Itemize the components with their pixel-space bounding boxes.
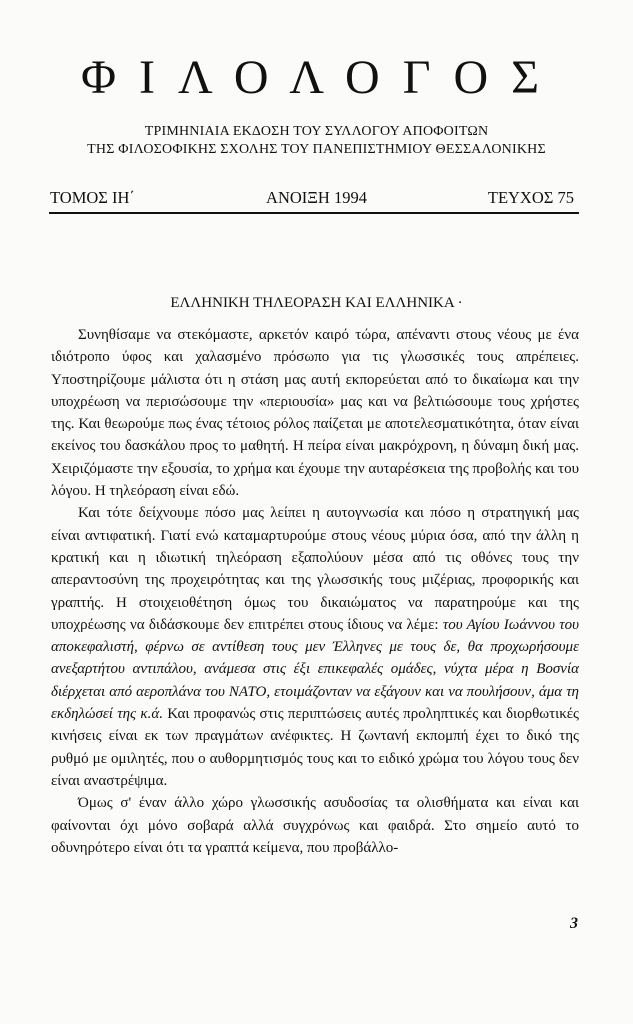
- volume-label: ΤΟΜΟΣ ΙΗ΄: [50, 188, 135, 207]
- article-title: ΕΛΛΗΝΙΚΗ ΤΗΛΕΟΡΑΣΗ ΚΑΙ ΕΛΛΗΝΙΚΑ ·: [170, 295, 463, 311]
- page-number: 3: [570, 915, 578, 932]
- paragraph-2-examples: του Αγίου Ιωάννου του αποκεφαλιστή, φέρνω σε αντίθεση τους μεν Έλληνες με τους δε, θα προχωρήσουμε ανεξαρτήτου αντιπάλου, ανάμεσα στις έξι επικεφαλές ομάδες, νύχτα μέρα η Βοσνία διέρχεται από αεροπλάνα του ΝΑΤΟ, ετοιμάζονταν να εξάγουν και να πουλήσουν, άμα τη εκδηλώσεί της κ.ά.: [51, 616, 579, 723]
- paragraph-1: Συνηθίσαμε να στεκόμαστε, αρκετόν καιρό τώρα, απέναντι στους νέους με ένα ιδιότροπο ύφος και χαλασμένο πρόσωπο για τις γλωσσικές τους απρέπειες. Υποστηρίζουμε μάλιστα ότι η στάση μας αυτή εκπορεύεται από το δικαίωμα και την υποχρέωση να περισώσουμε την «περιουσία» μας και να βελτιώσουμε τους χρήστες της. Και θεωρούμε πως ένας τέτοιος ρόλος παίζεται με αποτελεσματικότητα, όταν είναι εκείνος του δασκάλου προς το μαθητή. Η πείρα είναι μακρόχρονη, η δύναμη δική μας. Χειριζόμαστε την εξουσία, το χρήμα και έχουμε την αυταρέσκεια της προβολής και του λόγου. Η τηλεόραση είναι εδώ.: [51, 327, 579, 500]
- article-body: [51, 324, 579, 859]
- issue-label: ΤΕΥΧΟΣ 75: [487, 188, 574, 207]
- season-label: ΑΝΟΙΞΗ 1994: [266, 188, 367, 207]
- paragraph-2: [51, 502, 579, 792]
- journal-masthead: ΦΙΛΟΛΟΓΟΣ: [80, 51, 563, 104]
- paragraph-3: Όμως σ' έναν άλλο χώρο γλωσσικής ασυδοσίας τα ολισθήματα και είναι και φαίνονται όχι μόνο σοβαρά αλλά συγχρόνως και φαιδρά. Στο σημείο αυτό το οδυνηρότερο είναι ότι τα γραπτά κείμενα, που προβάλλο-: [51, 795, 579, 856]
- paragraph-2-text-a: Και τότε δείχνουμε πόσο μας λείπει η αυτογνωσία και πόσο η στρατηγική μας είναι αντιφατική. Γιατί ενώ καταμαρτυρούμε στους νέους μύρια όσα, από την άλλη η κρατική και η ιδιωτική τηλεόραση εξαπολύουν μέσα από τις οθόνες τους την απεραντοσύνη της προχειρότητας και της γλωσσικής τους μιζέριας, προφορικής και γραπτής. Η στοιχειοθέτηση όμως του δικαιώματος να παρατηρούμε και της υποχρέωσης να διδάσκουμε δεν επιτρέπει στους ίδιους να λέμε:: [51, 505, 579, 633]
- journal-subtitle-line1: ΤΡΙΜΗΝΙΑΙΑ ΕΚΔΟΣΗ ΤΟΥ ΣΥΛΛΟΓΟΥ ΑΠΟΦΟΙΤΩΝ: [144, 124, 489, 139]
- paragraph-2-text-b: Και προφανώς στις περιπτώσεις αυτές προληπτικές και διορθωτικές κινήσεις είναι εκ των πραγμάτων ανέφικτες. Η ζωντανή εκπομπή έχει το δικό της ρυθμό με ομιλητές, που ο αυθορμητισμός τους και το ειδικό χρώμα του λόγου τους δεν είναι αναστρέψιμα.: [51, 706, 579, 789]
- journal-subtitle-line2: ΤΗΣ ΦΙΛΟΣΟΦΙΚΗΣ ΣΧΟΛΗΣ ΤΟΥ ΠΑΝΕΠΙΣΤΗΜΙΟΥ ΘΕΣΣΑΛΟΝΙΚΗΣ: [87, 142, 546, 157]
- header-rule: [49, 212, 579, 214]
